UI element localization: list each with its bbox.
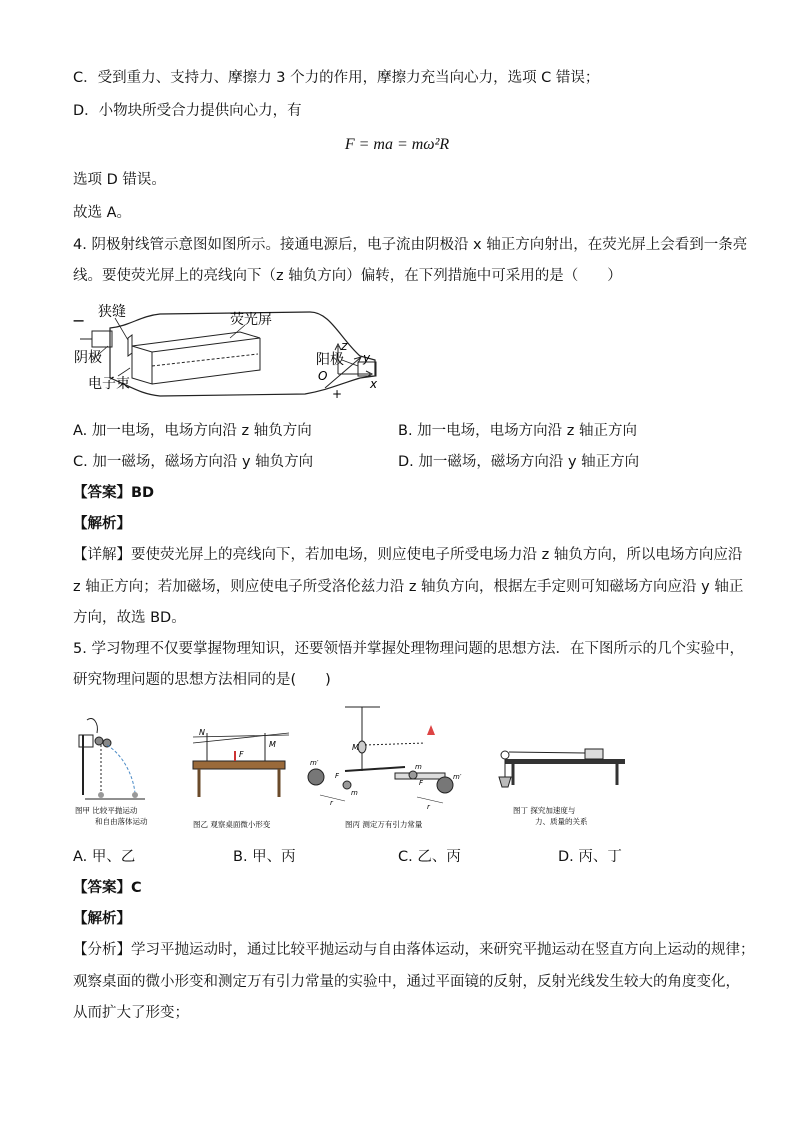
- label-bing-m2: m: [351, 789, 358, 797]
- cathode-ray-tube-figure: [70, 298, 390, 408]
- text-line-select-a: 故选 A。: [73, 205, 132, 221]
- q4-option-a: A. 加一电场，电场方向沿 z 轴负方向: [73, 423, 312, 439]
- q4-detail-line-2: z 轴正方向；若加磁场，则应使电子所受洛伦兹力沿 z 轴负方向，根据左手定则可知磁场方向应沿 y 轴正: [73, 579, 744, 595]
- label-bing-r1: r: [330, 799, 333, 807]
- caption-ding-2: 力、质量的关系: [535, 817, 588, 826]
- label-screen: 荧光屏: [230, 312, 272, 328]
- label-yi-N: N: [199, 728, 205, 737]
- question-5-line-1: 5. 学习物理不仅要掌握物理知识，还要领悟并掌握处理物理问题的思想方法．在下图所示的几个实验中，: [73, 641, 744, 657]
- q4-option-c: C. 加一磁场，磁场方向沿 y 轴负方向: [73, 454, 314, 470]
- q4-detail-line-3: 方向，故选 BD。: [73, 610, 186, 626]
- caption-jia-2: 和自由落体运动: [95, 817, 148, 826]
- text-line-d-wrong: 选项 D 错误。: [73, 172, 166, 188]
- label-bing-m1: m′: [310, 759, 319, 767]
- experiments-figure: [75, 705, 635, 835]
- q4-analysis-heading: 【解析】: [73, 516, 131, 532]
- q4-option-b: B. 加一电场，电场方向沿 z 轴正方向: [398, 423, 637, 439]
- formula: F = ma = mω²R: [344, 136, 450, 153]
- q5-option-a: A. 甲、乙: [73, 849, 136, 865]
- axis-x-label: x: [370, 377, 378, 391]
- label-minus: −: [72, 311, 86, 330]
- caption-jia-1: 图甲 比较平抛运动: [75, 806, 138, 815]
- q4-option-d: D. 加一磁场，磁场方向沿 y 轴正方向: [398, 454, 640, 470]
- q5-analysis-line-2: 观察桌面的微小形变和测定万有引力常量的实验中，通过平面镜的反射，反射光线发生较大的角度变化，: [73, 974, 740, 990]
- axis-origin-label: O: [318, 369, 328, 383]
- label-anode: 阳极: [316, 352, 344, 368]
- experiment-ding: [499, 749, 625, 826]
- label-bing-m4: m′: [453, 773, 462, 781]
- question-4-line-1: 4. 阴极射线管示意图如图所示。接通电源后，电子流由阴极沿 x 轴正方向射出，在荧光屏上会看到一条亮: [73, 237, 748, 253]
- q4-answer: 【答案】BD: [73, 485, 155, 501]
- q5-option-d: D. 丙、丁: [558, 849, 622, 865]
- label-cathode: 阴极: [74, 350, 102, 366]
- q5-analysis-line-1: 【分析】学习平抛运动时，通过比较平抛运动与自由落体运动，来研究平抛运动在竖直方向上运动的规律；: [73, 942, 755, 958]
- q5-analysis-line-3: 从而扩大了形变；: [73, 1005, 189, 1021]
- label-bing-r2: r: [427, 803, 430, 811]
- label-bing-M: M: [352, 743, 359, 752]
- label-yi-M: M: [269, 740, 276, 749]
- label-plus: +: [332, 387, 343, 401]
- axis-y-label: y: [363, 351, 371, 365]
- caption-ding-1: 图丁 探究加速度与: [513, 806, 576, 815]
- experiment-yi: [193, 728, 289, 829]
- axis-z-label: z: [341, 339, 348, 353]
- label-slit: 狭缝: [98, 304, 126, 320]
- experiment-jia: [75, 718, 148, 826]
- label-bing-F2: F: [419, 779, 424, 787]
- experiment-bing: [308, 707, 462, 829]
- q5-option-b: B. 甲、丙: [233, 849, 296, 865]
- label-beam: 电子束: [88, 376, 130, 392]
- label-yi-F: F: [239, 750, 244, 759]
- q5-answer: 【答案】C: [73, 880, 142, 896]
- caption-yi: 图乙 观察桌面微小形变: [193, 820, 271, 829]
- q4-detail-line-1: 【详解】要使荧光屏上的亮线向下，若加电场，则应使电子所受电场力沿 z 轴负方向，所以电场方向应沿: [73, 547, 743, 563]
- q5-analysis-heading: 【解析】: [73, 911, 131, 927]
- text-line-d: D．小物块所受合力提供向心力，有: [73, 103, 302, 119]
- text-line-c: C．受到重力、支持力、摩擦力 3 个力的作用，摩擦力充当向心力，选项 C 错误；: [73, 70, 600, 86]
- q5-option-c: C. 乙、丙: [398, 849, 461, 865]
- question-4-line-2: 线。要使荧光屏上的亮线向下（z 轴负方向）偏转，在下列措施中可采用的是（ ）: [73, 268, 622, 284]
- label-bing-m3: m: [415, 763, 422, 771]
- label-bing-F1: F: [335, 772, 340, 780]
- caption-bing: 图丙 测定万有引力常量: [345, 820, 423, 829]
- question-5-line-2: 研究物理问题的思想方法相同的是( ): [73, 672, 331, 688]
